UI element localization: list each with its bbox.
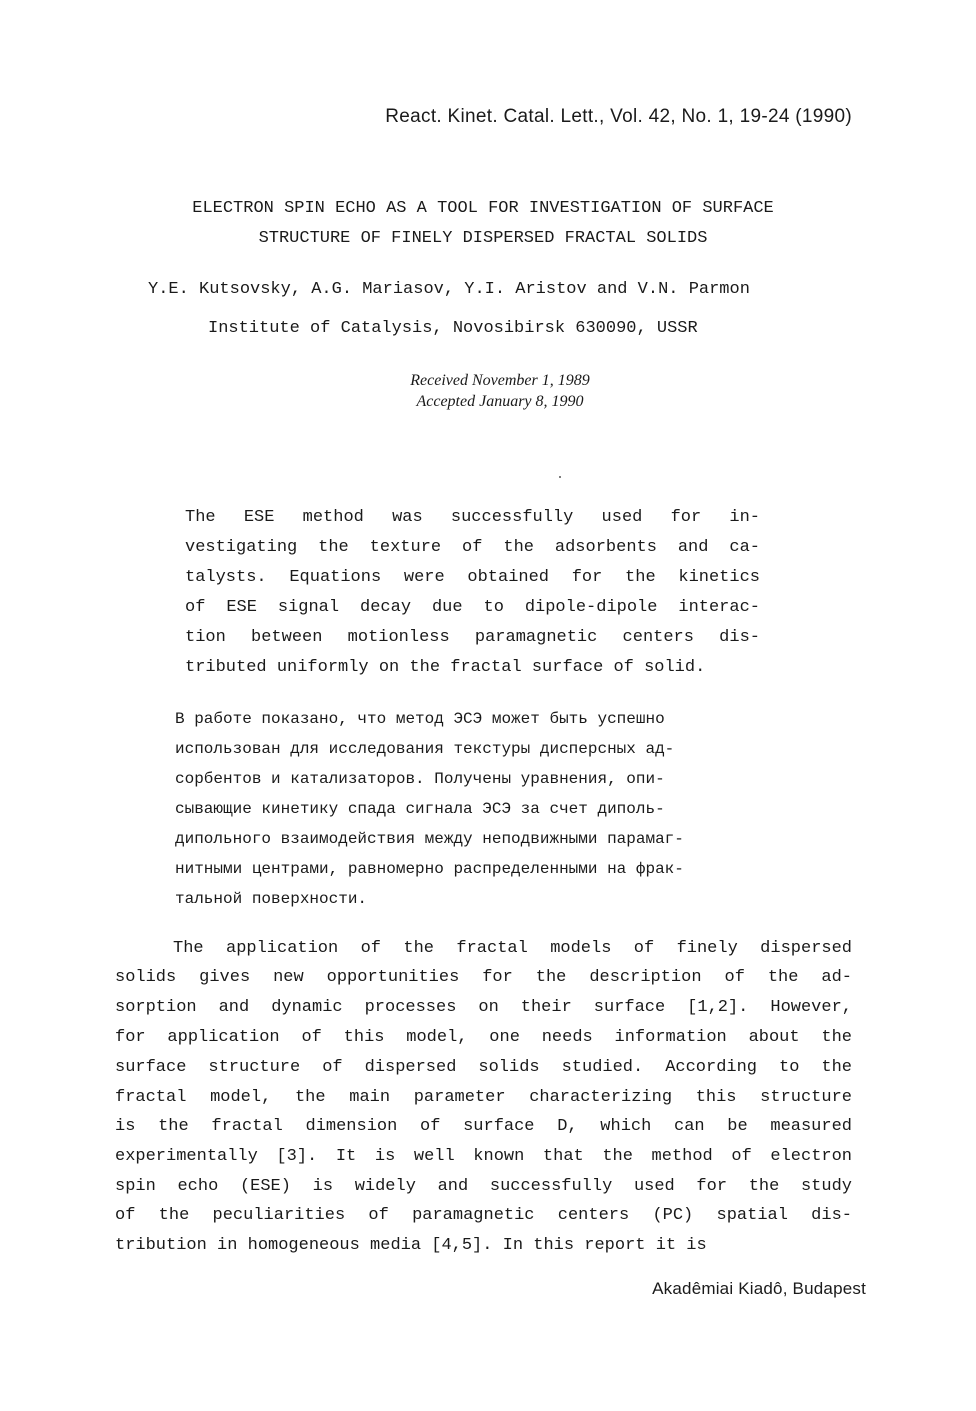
paper-title-line-1: ELECTRON SPIN ECHO AS A TOOL FOR INVESTIGATION OF SURFACE [192, 199, 774, 218]
body-line: surface structure of dispersed solids studied. According to the [115, 1058, 852, 1077]
affiliation: Institute of Catalysis, Novosibirsk 630090, USSR [208, 319, 698, 338]
journal-citation: React. Kinet. Catal. Lett., Vol. 42, No. 1, 19-24 (1990) [385, 106, 852, 127]
abstract-en-line: talysts. Equations were obtained for the kinetics [185, 568, 760, 587]
abstract-en-line: The ESE method was successfully used for in- [185, 508, 760, 527]
accepted-date: Accepted January 8, 1990 [416, 393, 584, 410]
abstract-en-line: vestigating the texture of the adsorbents and ca- [185, 538, 760, 557]
body-line: tribution in homogeneous media [4,5]. In this report it is [115, 1236, 707, 1255]
body-line: of the peculiarities of paramagnetic centers (PC) spatial dis- [115, 1206, 852, 1225]
abstract-ru-line: сывающие кинетику спада сигнала ЭСЭ за счет диполь- [175, 800, 665, 818]
abstract-ru-line: В работе показано, что метод ЭСЭ может быть успешно [175, 710, 665, 728]
body-line: is the fractal dimension of surface D, which can be measured [115, 1117, 852, 1136]
received-date: Received November 1, 1989 [410, 372, 590, 389]
abstract-ru-line: дипольного взаимодействия между неподвижными парамаг- [175, 830, 684, 848]
authors: Y.E. Kutsovsky, A.G. Mariasov, Y.I. Aristov and V.N. Parmon [148, 280, 750, 299]
abstract-en-line: tributed uniformly on the fractal surface of solid. [185, 658, 706, 677]
scan-speck [559, 476, 561, 478]
body-line: sorption and dynamic processes on their surface [1,2]. However, [115, 998, 852, 1017]
paper-title-line-2: STRUCTURE OF FINELY DISPERSED FRACTAL SOLIDS [258, 229, 708, 248]
body-line: fractal model, the main parameter characterizing this structure [115, 1088, 852, 1107]
publisher: Akadêmiai Kiadô, Budapest [652, 1279, 866, 1298]
body-line: spin echo (ESE) is widely and successfully used for the study [115, 1177, 852, 1196]
abstract-ru-line: нитными центрами, равномерно распределенными на фрак- [175, 860, 684, 878]
body-line: The application of the fractal models of finely dispersed [173, 939, 852, 958]
abstract-en-line: tion between motionless paramagnetic centers dis- [185, 628, 760, 647]
abstract-ru-line: использован для исследования текстуры дисперсных ад- [175, 740, 675, 758]
body-line: for application of this model, one needs information about the [115, 1028, 852, 1047]
abstract-en-line: of ESE signal decay due to dipole-dipole interac- [185, 598, 760, 617]
abstract-ru-line: тальной поверхности. [175, 890, 368, 908]
body-line: solids gives new opportunities for the description of the ad- [115, 968, 852, 987]
abstract-ru-line: сорбентов и катализаторов. Получены уравнения, опи- [175, 770, 665, 788]
body-line: experimentally [3]. It is well known that the method of electron [115, 1147, 852, 1166]
